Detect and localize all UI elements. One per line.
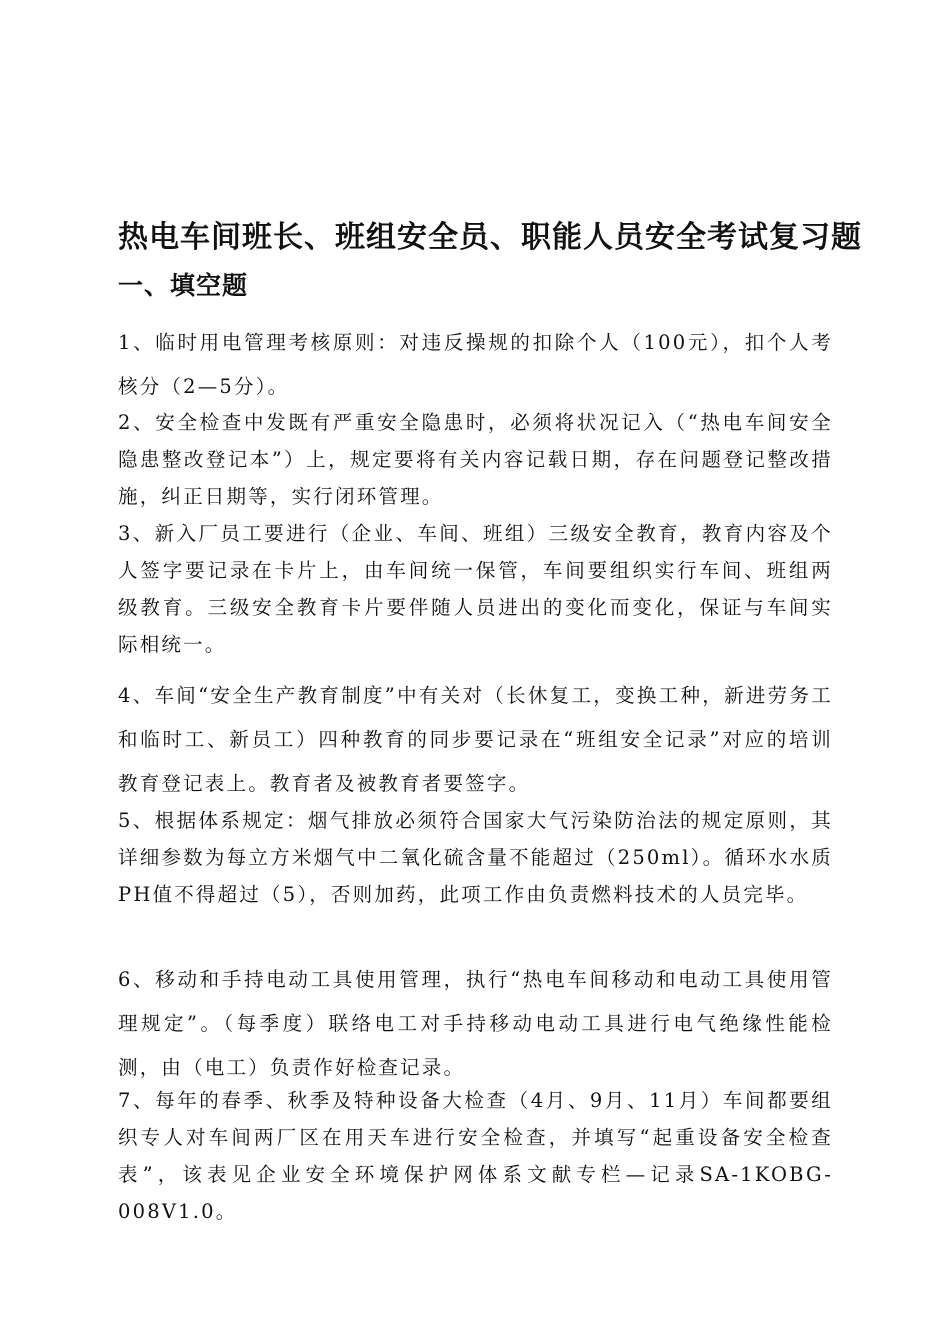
question-item-4: 4、车间“安全生产教育制度”中有关对（长休复工，变换工种，新进劳务工和临时工、新员工）四种教育的同步要记录在“班组安全记录”对应的培训教育登记表上。教育者及被教育者要签字。 — [118, 684, 833, 795]
question-item-2: 2、安全检查中发既有严重安全隐患时，必须将状况记入（“热电车间安全隐患整改登记本”）上，规定要将有关内容记载日期，存在问题登记整改措施，纠正日期等，实行闭环管理。 — [118, 411, 833, 508]
question-item-7: 7、每年的春季、秋季及特种设备大检查（4月、9月、11月）车间都要组织专人对车间两厂区在用天车进行安全检查，并填写“起重设备安全检查表”，该表见企业安全环境保护网体系文献专栏—记录SA-1KOBG-008V1.0。 — [118, 1089, 833, 1223]
question-item-5: 5、根据体系规定：烟气排放必须符合国家大气污染防治法的规定原则，其详细参数为每立方米烟气中二氧化硫含量不能超过（250ml）。循环水水质PH值不得超过（5），否则加药，此项工作由负责燃料技术的人员完毕。 — [118, 809, 833, 906]
document-title: 热电车间班长、班组安全员、职能人员安全考试复习题 — [118, 220, 862, 255]
question-item-3: 3、新入厂员工要进行（企业、车间、班组）三级安全教育，教育内容及个人签字要记录在卡片上，由车间统一保管，车间要组织实行车间、班组两级教育。三级安全教育卡片要伴随人员进出的变化而变化，保证与车间实际相统一。 — [118, 522, 833, 656]
question-item-6: 6、移动和手持电动工具使用管理，执行“热电车间移动和电动工具使用管理规定”。（每季度）联络电工对手持移动电动工具进行电气绝缘性能检测，由（电工）负责作好检查记录。 — [118, 968, 833, 1079]
section-heading: 一、填空题 — [118, 271, 249, 300]
question-item-1: 1、临时用电管理考核原则：对违反操规的扣除个人（100元），扣个人考核分（2—5分）。 — [118, 331, 833, 398]
